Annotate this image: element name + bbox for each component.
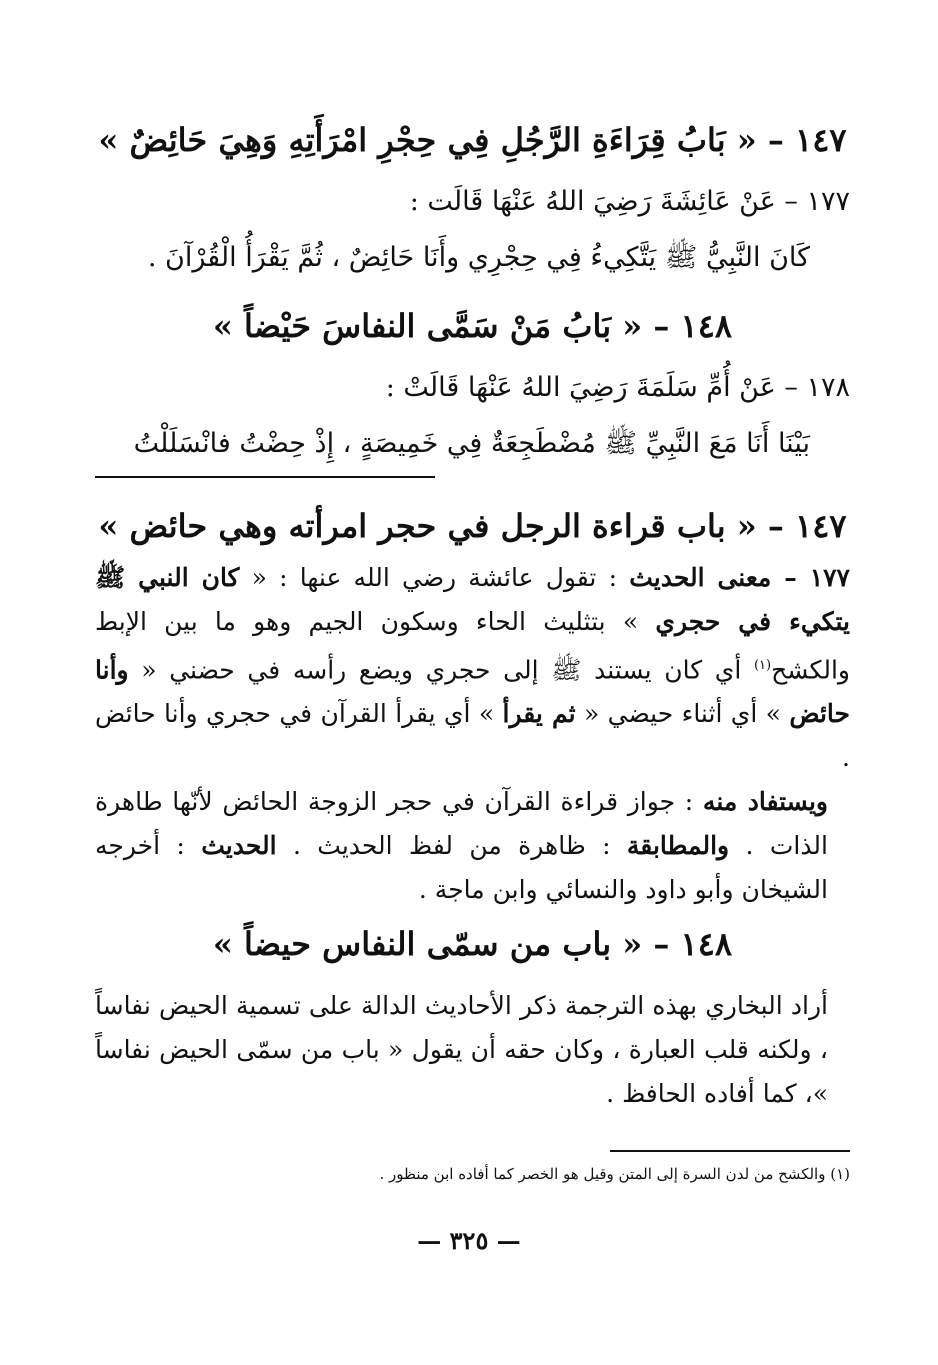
hadith-source-text: : أخرجه الشيخان وأبو داود والنسائي وابن ماجة . bbox=[95, 831, 828, 905]
commentary-177 bbox=[95, 556, 850, 912]
hadith-177-matn: كَانَ النَّبِيُّ ﷺ يَتَّكِيءُ فِي حِجْرِي وأَنَا حَائِضٌ ، ثُمَّ يَقْرَأُ الْقُرْآنَ . bbox=[147, 242, 810, 273]
hadith-178-isnad: ١٧٨ – عَنْ أُمِّ سَلَمَةَ رَضِيَ اللهُ عَنْهَا قَالَتْ : bbox=[385, 372, 850, 403]
hadith-177-isnad: ١٧٧ – عَنْ عَائِشَةَ رَضِيَ اللهُ عَنْهَا قَالَت : bbox=[409, 186, 850, 217]
hadith-178-matn: بَيْنَا أَنَا مَعَ النَّبِيِّ ﷺ مُضْطَجِعَةٌ فِي خَمِيصَةٍ ، إِذْ حِضْتُ فانْسَلَلْتُ bbox=[133, 428, 810, 459]
commentary-177-text2: » بتثليث الحاء وسكون الجيم وهو ما بين الإبط والكشح bbox=[95, 607, 850, 685]
footnote-marker: (١) bbox=[753, 658, 772, 673]
commentary-177-text3: أي كان يستند ﷺ إلى حجري ويضع رأسه في حضني « bbox=[128, 655, 754, 685]
commentary-177-text5: » أي يقرأ القرآن في حجري وأنا حائض . bbox=[95, 699, 850, 773]
commentary-148-title: ١٤٨ – « باب من سمّى النفاس حيضاً » bbox=[212, 925, 733, 964]
commentary-177-label: ١٧٧ – معنى الحديث bbox=[629, 563, 850, 592]
section-147-title: ١٤٧ – « بَابُ قِرَاءَةِ الرَّجُلِ فِي حِجْرِ امْرَأَتِهِ وَهِيَ حَائِضٌ » bbox=[98, 121, 847, 159]
commentary-177-text4: » أي أثناء حيضي « bbox=[575, 699, 790, 729]
commentary-147-title: ١٤٧ – « باب قراءة الرجل في حجر امرأته وهي حائض » bbox=[98, 507, 847, 545]
commentary-177-quote1: كان النبي ﷺ يتكيء في حجري bbox=[95, 563, 850, 636]
commentary-177-quote2: وأنا حائض bbox=[95, 655, 851, 729]
commentary-177-quote3: ثم يقرأ bbox=[502, 699, 576, 729]
page-number: — ٣٢٥ — bbox=[417, 1226, 521, 1255]
section-148-title: ١٤٨ – « بَابُ مَنْ سَمَّى النفاسَ حَيْضاً » bbox=[212, 307, 733, 345]
footnote-rule bbox=[610, 1150, 850, 1152]
commentary-148 bbox=[95, 984, 850, 1116]
footnote: (١) والكشح من لدن السرة إلى المتن وقيل هو الخصر كما أفاده ابن منظور . bbox=[379, 1165, 850, 1184]
matn-separator-rule bbox=[95, 476, 435, 478]
benefit-label: ويستفاد منه bbox=[702, 787, 828, 817]
commentary-benefit-paragraph bbox=[95, 780, 850, 912]
commentary-177-paragraph bbox=[95, 556, 850, 780]
page-body bbox=[95, 110, 850, 1186]
correspondence-label: والمطابقة bbox=[626, 831, 730, 861]
correspondence-text: : ظاهرة من لفظ الحديث . bbox=[276, 831, 627, 861]
hadith-source-label: الحديث bbox=[201, 831, 277, 861]
commentary-177-text1: : تقول عائشة رضي الله عنها : « bbox=[239, 563, 630, 592]
commentary-148-paragraph: أراد البخاري بهذه الترجمة ذكر الأحاديث الدالة على تسمية الحيض نفاساً ، ولكنه قلب العبارة ، وكان حقه أن يقول « باب من سمّى الحيض نفاساً »، كما أفاده الحافظ . bbox=[95, 991, 828, 1109]
benefit-text: : جواز قراءة القرآن في حجر الزوجة الحائض لأنّها طاهرة الذات . bbox=[95, 787, 828, 861]
